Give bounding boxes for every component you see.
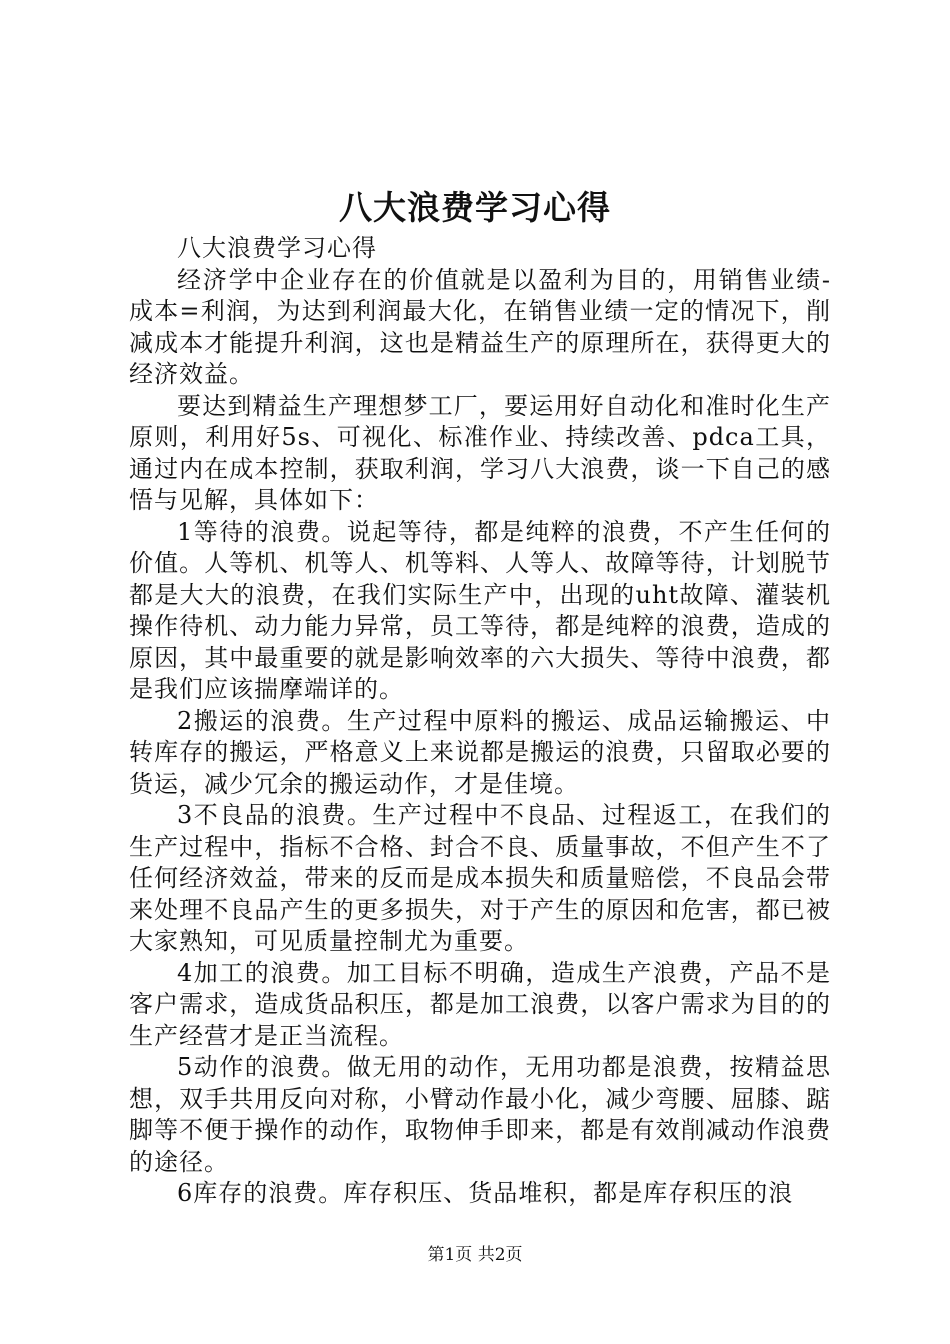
paragraph-principles: 要达到精益生产理想梦工厂，要运用好自动化和准时化生产原则，利用好5s、可视化、标准作业、持续改善、pdca工具，通过内在成本控制，获取利润，学习八大浪费，谈一下自己的感悟与见解，具体如下： xyxy=(129,391,831,514)
paragraph-processing-waste: 4加工的浪费。加工目标不明确，造成生产浪费，产品不是客户需求，造成货品积压，都是加工浪费，以客户需求为目的的生产经营才是正当流程。 xyxy=(129,958,831,1050)
paragraph-waiting-waste: 1等待的浪费。说起等待，都是纯粹的浪费，不产生任何的价值。人等机、机等人、机等料、人等人、故障等待，计划脱节都是大大的浪费，在我们实际生产中，出现的uht故障、灌装机操作待机、动力能力异常，员工等待，都是纯粹的浪费，造成的原因，其中最重要的就是影响效率的六大损失、等待中浪费，都是我们应该揣摩端详的。 xyxy=(129,517,831,703)
page-number-footer: 第1页 共2页 xyxy=(427,1245,523,1265)
paragraph-transport-waste: 2搬运的浪费。生产过程中原料的搬运、成品运输搬运、中转库存的搬运，严格意义上来说都是搬运的浪费，只留取必要的货运，减少冗余的搬运动作，才是佳境。 xyxy=(129,706,831,798)
paragraph-motion-waste: 5动作的浪费。做无用的动作，无用功都是浪费，按精益思想，双手共用反向对称，小臂动作最小化，减少弯腰、屈膝、踮脚等不便于操作的动作，取物伸手即来，都是有效削减动作浪费的途径。 xyxy=(129,1053,831,1176)
document-title: 八大浪费学习心得 xyxy=(339,188,611,227)
paragraph-intro: 经济学中企业存在的价值就是以盈利为目的，用销售业绩-成本=利润，为达到利润最大化，在销售业绩一定的情况下，削减成本才能提升利润，这也是精益生产的原理所在，获得更大的经济效益。 xyxy=(129,265,831,388)
document-body xyxy=(129,233,831,1210)
paragraph-inventory-waste: 6库存的浪费。库存积压、货品堆积，都是库存积压的浪 xyxy=(177,1179,794,1207)
paragraph-subtitle: 八大浪费学习心得 xyxy=(177,234,377,262)
paragraph-defect-waste: 3不良品的浪费。生产过程中不良品、过程返工，在我们的生产过程中，指标不合格、封合不良、质量事故，不但产生不了任何经济效益，带来的反而是成本损失和质量赔偿，不良品会带来处理不良品产生的更多损失，对于产生的原因和危害，都已被大家熟知，可见质量控制尤为重要。 xyxy=(129,801,831,955)
